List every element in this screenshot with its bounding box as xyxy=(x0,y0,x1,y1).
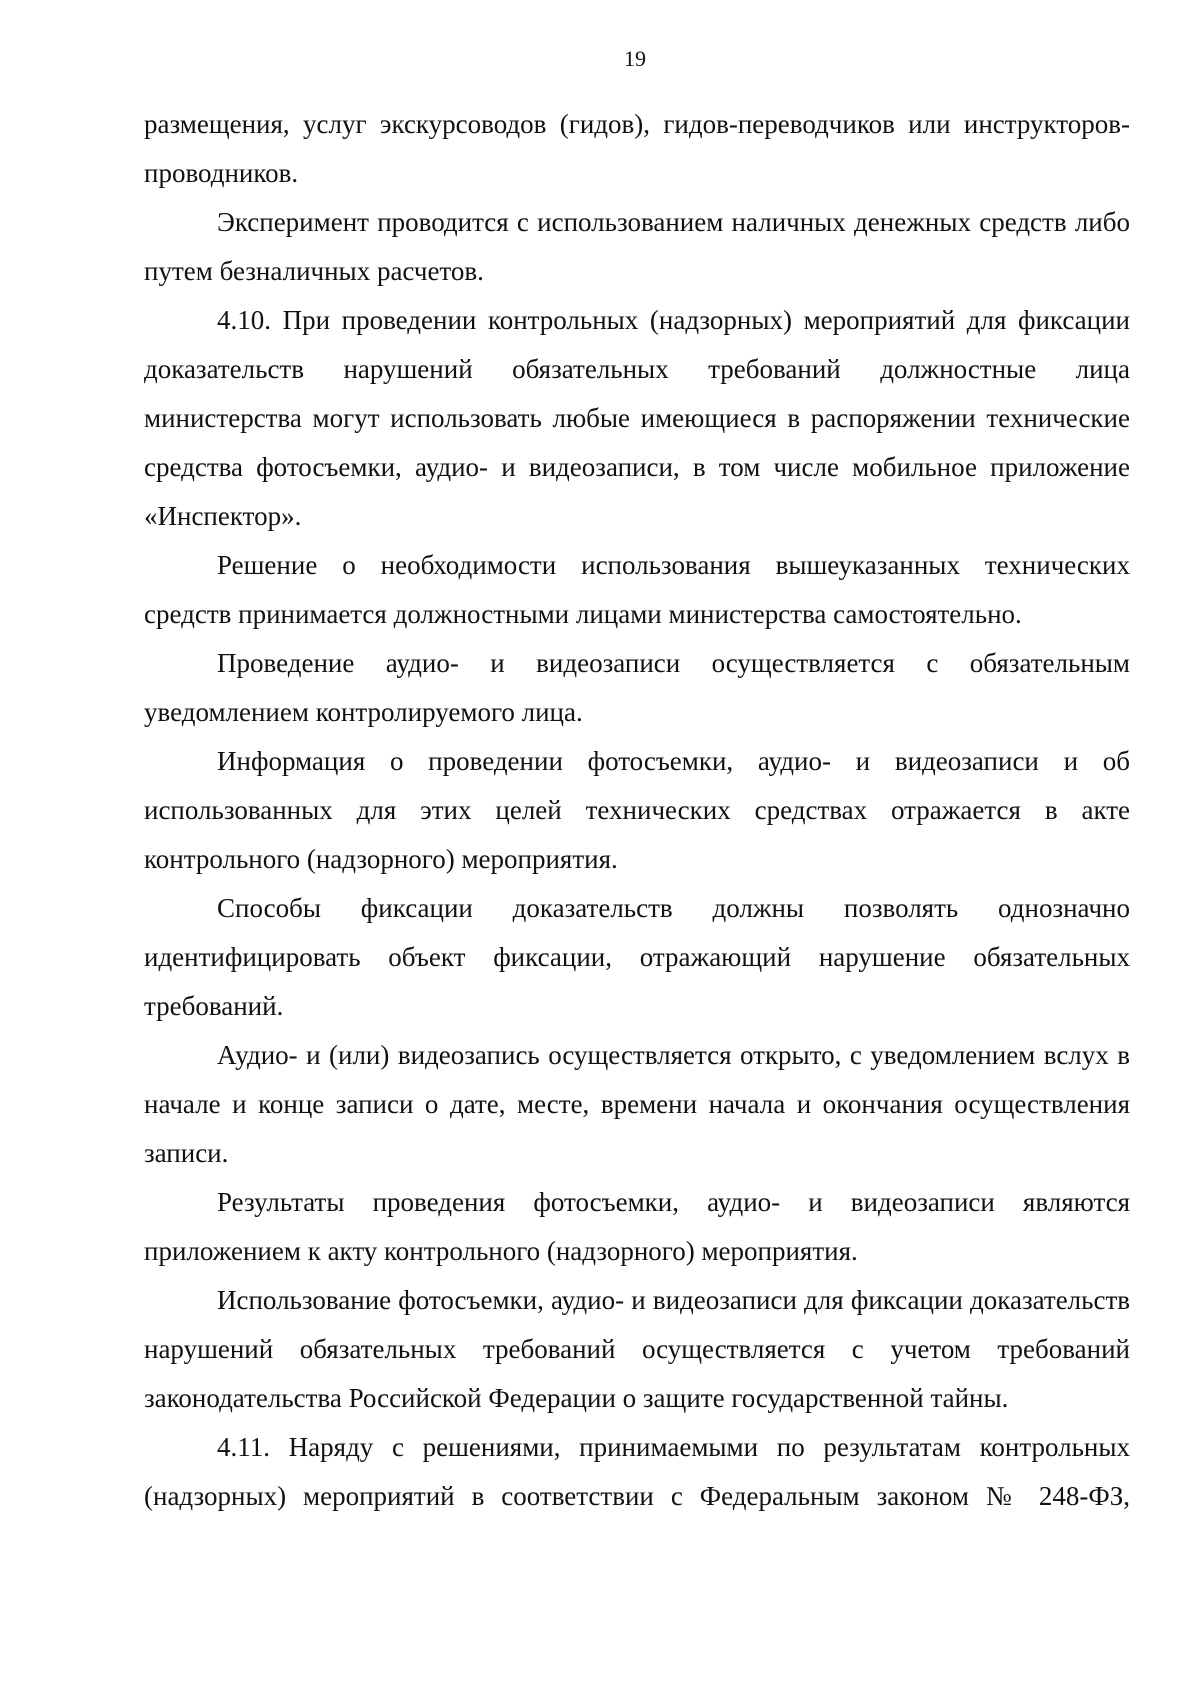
paragraph-results-appendix: Результаты проведения фотосъемки, аудио- и видеозаписи являются приложением к акту контрольного (надзорного) мероприятия. xyxy=(144,1187,1130,1266)
paragraph-notification: Проведение аудио- и видеозаписи осуществляется с обязательным уведомлением контролируемого лица. xyxy=(144,648,1130,727)
paragraph-section-4-11: 4.11. Наряду с решениями, принимаемыми по результатам контрольных (надзорных) мероприятий в соответствии с Федеральным законом № 248-ФЗ, xyxy=(144,1432,1130,1511)
paragraph-open-recording: Аудио- и (или) видеозапись осуществляется открыто, с уведомлением вслух в начале и конце записи о дате, месте, времени начала и окончания осуществления записи. xyxy=(144,1040,1130,1168)
paragraph-fixation-methods: Способы фиксации доказательств должны позволять однозначно идентифицировать объект фиксации, отражающий нарушение обязательных требований. xyxy=(144,893,1130,1021)
paragraph-state-secret: Использование фотосъемки, аудио- и видеозаписи для фиксации доказательств нарушений обязательных требований осуществляется с учетом требований законодательства Российской Федерации о защите государственной тайны. xyxy=(144,1285,1130,1413)
document-body xyxy=(144,100,1130,1521)
page-number: 19 xyxy=(624,46,646,71)
paragraph-information-act: Информация о проведении фотосъемки, аудио- и видеозаписи и об использованных для этих целей технических средствах отражается в акте контрольного (надзорного) мероприятия. xyxy=(144,746,1130,874)
paragraph-continuation: размещения, услуг экскурсоводов (гидов), гидов-переводчиков или инструкторов-проводников. xyxy=(144,109,1130,188)
paragraph-decision: Решение о необходимости использования вышеуказанных технических средств принимается должностными лицами министерства самостоятельно. xyxy=(144,550,1130,629)
paragraph-experiment-payment: Эксперимент проводится с использованием наличных денежных средств либо путем безналичных расчетов. xyxy=(144,207,1130,286)
paragraph-section-4-10: 4.10. При проведении контрольных (надзорных) мероприятий для фиксации доказательств нарушений обязательных требований должностные лица министерства могут использовать любые имеющиеся в распоряжении технические средства фотосъемки, аудио- и видеозаписи, в том числе мобильное приложение «Инспектор». xyxy=(144,305,1130,531)
